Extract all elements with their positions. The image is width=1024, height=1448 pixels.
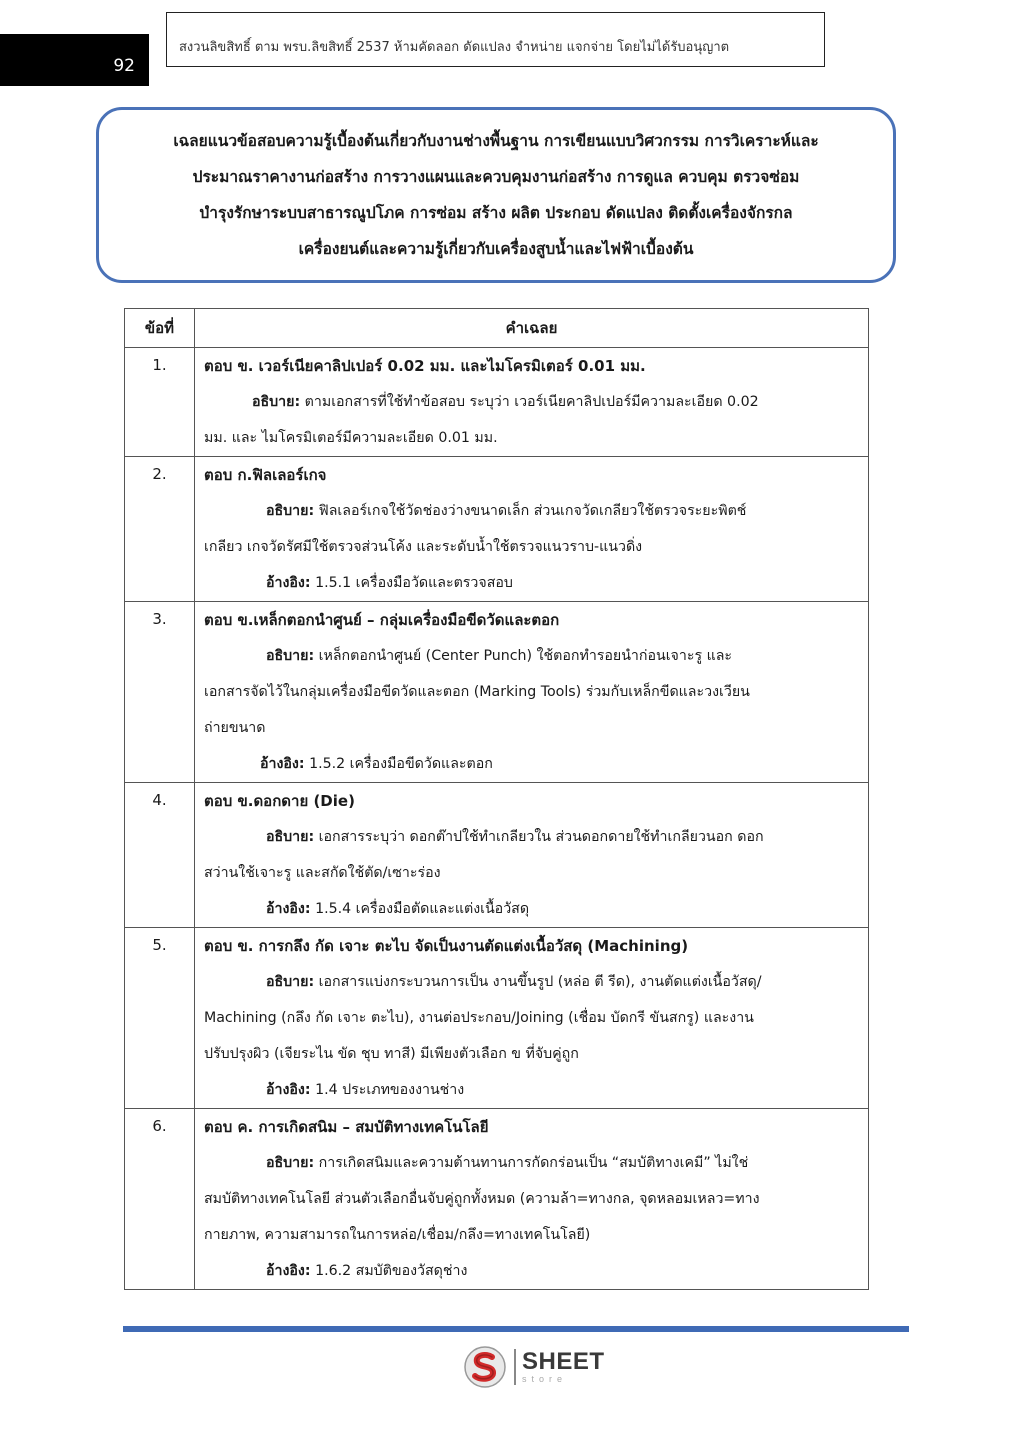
explain-text: ตามเอกสารที่ใช้ทำข้อสอบ ระบุว่า เวอร์เนียคาลิปเปอร์มีความละเอียด 0.02 [304,394,759,410]
column-header-answer: คำเฉลย [195,309,869,348]
logo-brand-subtext: store [522,1374,568,1384]
explain-line: กายภาพ, ความสามารถในการหล่อ/เชื่อม/กลึง=ทางเทคโนโลยี) [204,1227,591,1243]
answer-table [124,308,869,1290]
copyright-notice [166,12,825,67]
reference-label: อ้างอิง: [266,1082,311,1098]
header-line: ประมาณราคางานก่อสร้าง การวางแผนและควบคุมงานก่อสร้าง การดูแล ควบคุม ตรวจซ่อม [192,168,800,186]
question-number: 6. [125,1109,195,1290]
logo-text [522,1350,605,1384]
reference-label: อ้างอิง: [266,575,311,591]
explain-line: สว่านใช้เจาะรู และสกัดใช้ตัด/เซาะร่อง [204,865,441,881]
explain-line: เอกสารจัดไว้ในกลุ่มเครื่องมือขีดวัดและตอก (Marking Tools) ร่วมกับเหล็กขีดและวงเวียน [204,684,750,700]
footer-divider [123,1326,909,1332]
question-number: 5. [125,928,195,1109]
header-line: เครื่องยนต์และความรู้เกี่ยวกับเครื่องสูบน้ำและไฟฟ้าเบื้องต้น [298,240,694,258]
question-number: 2. [125,457,195,602]
explain-line: มม. และ ไมโครมิเตอร์มีความละเอียด 0.01 มม. [204,430,498,446]
question-number: 4. [125,783,195,928]
answer-line: ตอบ ค. การเกิดสนิม – สมบัติทางเทคโนโลยี [204,1118,489,1136]
column-header-number: ข้อที่ [125,309,195,348]
logo-separator [514,1349,516,1385]
explain-label: อธิบาย: [266,1155,315,1171]
header-line: บำรุงรักษาระบบสาธารณูปโภค การซ่อม สร้าง ผลิต ประกอบ ดัดแปลง ติดตั้งเครื่องจักรกล [199,204,793,222]
explain-line: ปรับปรุงผิว (เจียระไน ขัด ชุบ ทาสี) มีเพียงตัวเลือก ข ที่จับคู่ถูก [204,1046,579,1062]
reference-line [204,1253,862,1289]
table-row [125,348,869,457]
answer-line: ตอบ ก.ฟิลเลอร์เกจ [204,466,327,484]
header-line: เฉลยแนวข้อสอบความรู้เบื้องต้นเกี่ยวกับงานช่างพื้นฐาน การเขียนแบบวิศวกรรม การวิเคราะห์และ [173,132,819,150]
reference-line [204,565,862,601]
explain-text: เอกสารระบุว่า ดอกต๊าปใช้ทำเกลียวใน ส่วนดอกดายใช้ทำเกลียวนอก ดอก [318,829,764,845]
answer-cell [195,457,869,602]
explain-text: เหล็กตอกนำศูนย์ (Center Punch) ใช้ตอกทำรอยนำก่อนเจาะรู และ [318,648,733,664]
reference-text: 1.5.4 เครื่องมือตัดและแต่งเนื้อวัสดุ [315,901,530,917]
header-panel [96,107,896,283]
explain-line: ถ่ายขนาด [204,720,266,736]
table-row [125,928,869,1109]
explain-label: อธิบาย: [266,974,315,990]
reference-line [204,1072,862,1108]
explain-text: เอกสารแบ่งกระบวนการเป็น งานขึ้นรูป (หล่อ ตี รีด), งานตัดแต่งเนื้อวัสดุ/ [318,974,762,990]
answer-cell [195,783,869,928]
copyright-text: สงวนลิขสิทธิ์ ตาม พรบ.ลิขสิทธิ์ 2537 ห้ามคัดลอก ดัดแปลง จำหน่าย แจกจ่าย โดยไม่ได้รับอนุญาต [179,40,730,55]
explain-label: อธิบาย: [266,829,315,845]
explain-line: เกลียว เกจวัดรัศมีใช้ตรวจส่วนโค้ง และระดับน้ำใช้ตรวจแนวราบ-แนวดิ่ง [204,539,643,555]
answer-line: ตอบ ข. เวอร์เนียคาลิปเปอร์ 0.02 มม. และไมโครมิเตอร์ 0.01 มม. [204,357,646,375]
reference-label: อ้างอิง: [266,901,311,917]
page-number-box [0,34,149,86]
reference-label: อ้างอิง: [260,756,305,772]
answer-line: ตอบ ข.เหล็กตอกนำศูนย์ – กลุ่มเครื่องมือขีดวัดและตอก [204,611,560,629]
sheet-store-logo [462,1344,612,1390]
reference-line [204,891,862,927]
reference-label: อ้างอิง: [266,1263,311,1279]
sheet-s-logo-icon [462,1344,508,1390]
explain-label: อธิบาย: [266,503,315,519]
explain-label: อธิบาย: [252,394,301,410]
table-row [125,602,869,783]
explain-line: Machining (กลึง กัด เจาะ ตะไบ), งานต่อประกอบ/Joining (เชื่อม บัดกรี ขันสกรู) และงาน [204,1010,754,1026]
explain-line [204,964,862,1000]
explain-line: สมบัติทางเทคโนโลยี ส่วนตัวเลือกอื่นจับคู่ถูกทั้งหมด (ความล้า=ทางกล, จุดหลอมเหลว=ทาง [204,1191,760,1207]
reference-text: 1.6.2 สมบัติของวัสดุช่าง [315,1263,468,1279]
explain-line [204,1145,862,1181]
explain-line [204,638,862,674]
explain-text: ฟิลเลอร์เกจใช้วัดช่องว่างขนาดเล็ก ส่วนเกจวัดเกลียวใช้ตรวจระยะพิตช์ [318,503,747,519]
table-row [125,783,869,928]
explain-line [204,819,862,855]
page-number: 92 [113,56,135,76]
answer-cell [195,348,869,457]
answer-line: ตอบ ข.ดอกดาย (Die) [204,792,355,810]
reference-text: 1.5.2 เครื่องมือขีดวัดและตอก [309,756,493,772]
explain-label: อธิบาย: [266,648,315,664]
answer-cell [195,1109,869,1290]
table-row [125,1109,869,1290]
reference-text: 1.5.1 เครื่องมือวัดและตรวจสอบ [315,575,513,591]
answer-cell [195,602,869,783]
explain-text: การเกิดสนิมและความต้านทานการกัดกร่อนเป็น “สมบัติทางเคมี” ไม่ใช่ [318,1155,749,1171]
reference-line [204,746,862,782]
question-number: 3. [125,602,195,783]
answer-cell [195,928,869,1109]
explain-line [204,493,862,529]
explain-line [204,384,862,420]
table-header-row [125,309,869,348]
table-row [125,457,869,602]
logo-brand-text: SHEET [522,1348,605,1375]
reference-text: 1.4 ประเภทของงานช่าง [315,1082,465,1098]
answer-line: ตอบ ข. การกลึง กัด เจาะ ตะไบ จัดเป็นงานตัดแต่งเนื้อวัสดุ (Machining) [204,937,689,955]
question-number: 1. [125,348,195,457]
